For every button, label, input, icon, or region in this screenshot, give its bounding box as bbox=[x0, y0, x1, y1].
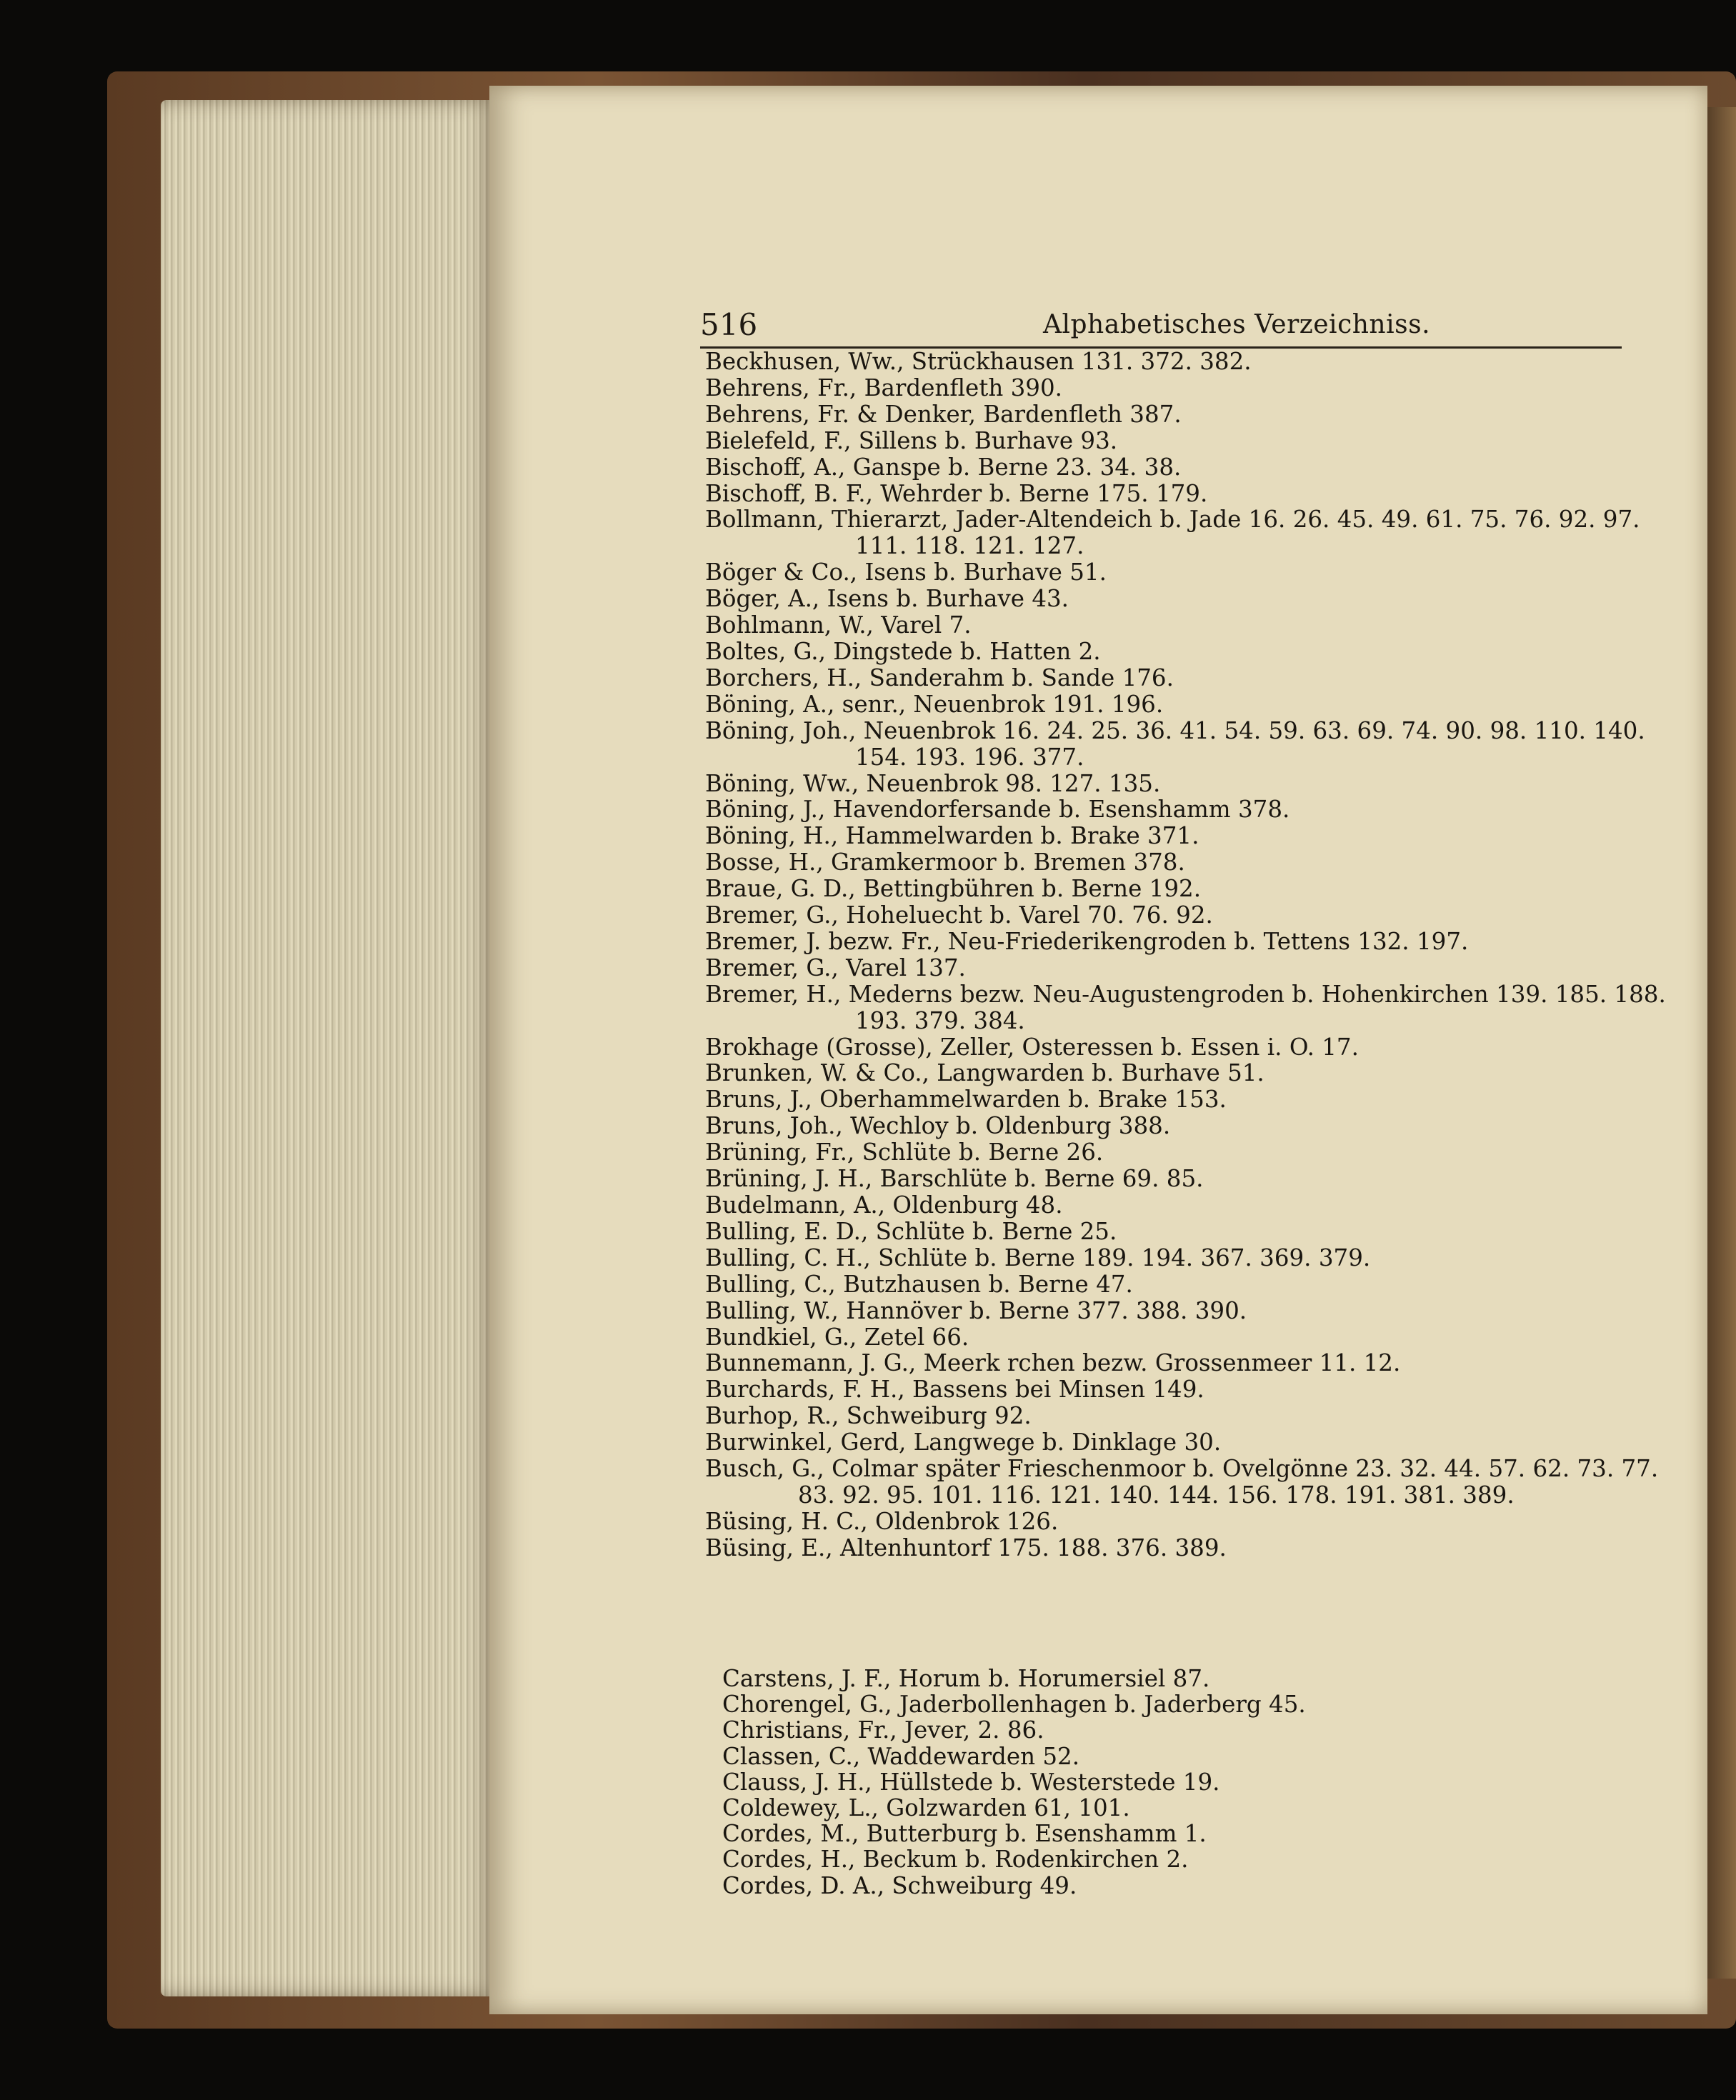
index-entry: Brüning, J. H., Barschlüte b. Berne 69. 85. bbox=[705, 1165, 1204, 1193]
index-entry: Brunken, W. & Co., Langwarden b. Burhave 51. bbox=[705, 1059, 1264, 1087]
index-entry: Cordes, D. A., Schweiburg 49. bbox=[722, 1871, 1077, 1899]
index-entry-continuation: 111. 118. 121. 127. bbox=[855, 532, 1084, 560]
index-entry-continuation: 83. 92. 95. 101. 116. 121. 140. 144. 156. 178. 191. 381. 389. bbox=[798, 1481, 1515, 1509]
index-entry: Burwinkel, Gerd, Langwege b. Dinklage 30. bbox=[705, 1429, 1222, 1456]
index-entry: Busch, G., Colmar später Frieschenmoor b. Ovelgönne 23. 32. 44. 57. 62. 73. 77. bbox=[705, 1455, 1659, 1483]
index-entry: Cordes, M., Butterburg b. Esenshamm 1. bbox=[722, 1820, 1207, 1848]
index-entry: Bosse, H., Gramkermoor b. Bremen 378. bbox=[705, 849, 1185, 876]
index-entry: Boltes, G., Dingstede b. Hatten 2. bbox=[705, 637, 1101, 665]
index-entry: Bremer, H., Mederns bezw. Neu-Augustengroden b. Hohenkirchen 139. 185. 188. bbox=[705, 980, 1666, 1008]
index-entry: Carstens, J. F., Horum b. Horumersiel 87. bbox=[722, 1665, 1210, 1692]
index-entry: Beckhusen, Ww., Strückhausen 131. 372. 382. bbox=[705, 348, 1252, 375]
index-entry: Bulling, W., Hannöver b. Berne 377. 388. 390. bbox=[705, 1296, 1247, 1324]
running-title: Alphabetisches Verzeichniss. bbox=[1043, 310, 1431, 339]
index-entry: Bohlmann, W., Varel 7. bbox=[705, 611, 972, 639]
page-edges bbox=[161, 100, 497, 1996]
index-entry: Bischoff, B. F., Wehrder b. Berne 175. 179. bbox=[705, 479, 1208, 507]
index-entry: Cordes, H., Beckum b. Rodenkirchen 2. bbox=[722, 1846, 1189, 1874]
index-entry: Bulling, C. H., Schlüte b. Berne 189. 194. 367. 369. 379. bbox=[705, 1244, 1371, 1271]
index-entry: Böger & Co., Isens b. Burhave 51. bbox=[705, 559, 1107, 586]
page-number: 516 bbox=[700, 307, 758, 342]
index-entry: Bruns, J., Oberhammelwarden b. Brake 153. bbox=[705, 1086, 1227, 1114]
index-entry: Bremer, J. bezw. Fr., Neu-Friederikengroden b. Tettens 132. 197. bbox=[705, 927, 1469, 955]
index-entry: Behrens, Fr. & Denker, Bardenfleth 387. bbox=[705, 400, 1182, 428]
index-entry: Bremer, G., Hoheluecht b. Varel 70. 76. 92. bbox=[705, 901, 1213, 929]
index-entry: Budelmann, A., Oldenburg 48. bbox=[705, 1191, 1063, 1219]
index-entry: Chorengel, G., Jaderbollenhagen b. Jaderberg 45. bbox=[722, 1691, 1306, 1719]
book-page bbox=[489, 86, 1707, 2014]
page-header bbox=[700, 289, 1622, 349]
index-section-c bbox=[722, 1666, 1680, 1899]
index-entry: Brüning, Fr., Schlüte b. Berne 26. bbox=[705, 1139, 1104, 1166]
index-entry: Bulling, C., Butzhausen b. Berne 47. bbox=[705, 1270, 1133, 1298]
index-entry: Bischoff, A., Ganspe b. Berne 23. 34. 38. bbox=[705, 453, 1182, 481]
index-entry: Christians, Fr., Jever, 2. 86. bbox=[722, 1716, 1044, 1744]
index-entry: Bulling, E. D., Schlüte b. Berne 25. bbox=[705, 1217, 1117, 1245]
index-entry: Böning, J., Havendorfersande b. Esenshamm 378. bbox=[705, 796, 1290, 824]
index-entry: Bundkiel, G., Zetel 66. bbox=[705, 1323, 969, 1351]
index-entry: Böning, Joh., Neuenbrok 16. 24. 25. 36. 41. 54. 59. 63. 69. 74. 90. 98. 110. 140. bbox=[705, 716, 1645, 744]
index-entry: Braue, G. D., Bettingbühren b. Berne 192. bbox=[705, 875, 1202, 903]
index-entry-continuation: 193. 379. 384. bbox=[855, 1006, 1025, 1034]
index-entry: Bollmann, Thierarzt, Jader-Altendeich b. Jade 16. 26. 45. 49. 61. 75. 76. 92. 97. bbox=[705, 506, 1640, 534]
index-entry-continuation: 154. 193. 196. 377. bbox=[855, 743, 1084, 771]
index-entry: Brokhage (Grosse), Zeller, Osteressen b. Essen i. O. 17. bbox=[705, 1033, 1359, 1061]
index-entry: Borchers, H., Sanderahm b. Sande 176. bbox=[705, 664, 1174, 691]
index-entry: Classen, C., Waddewarden 52. bbox=[722, 1742, 1080, 1770]
index-entry: Böning, H., Hammelwarden b. Brake 371. bbox=[705, 822, 1199, 850]
index-entry: Büsing, E., Altenhuntorf 175. 188. 376. 389. bbox=[705, 1534, 1227, 1561]
index-entry: Burchards, F. H., Bassens bei Minsen 149. bbox=[705, 1376, 1204, 1404]
index-entry: Behrens, Fr., Bardenfleth 390. bbox=[705, 374, 1062, 401]
index-entry: Büsing, H. C., Oldenbrok 126. bbox=[705, 1507, 1059, 1535]
index-entry: Clauss, J. H., Hüllstede b. Westerstede 19. bbox=[722, 1768, 1220, 1796]
index-section-b bbox=[705, 348, 1666, 1561]
index-entry: Böning, A., senr., Neuenbrok 191. 196. bbox=[705, 690, 1164, 718]
index-entry: Bremer, G., Varel 137. bbox=[705, 954, 966, 981]
index-entry: Bunnemann, J. G., Meerk rchen bezw. Grossenmeer 11. 12. bbox=[705, 1349, 1401, 1377]
index-entry: Böger, A., Isens b. Burhave 43. bbox=[705, 585, 1069, 613]
index-entry: Bielefeld, F., Sillens b. Burhave 93. bbox=[705, 426, 1118, 454]
index-entry: Burhop, R., Schweiburg 92. bbox=[705, 1402, 1032, 1430]
index-entry: Coldewey, L., Golzwarden 61, 101. bbox=[722, 1794, 1130, 1822]
index-entry: Böning, Ww., Neuenbrok 98. 127. 135. bbox=[705, 769, 1161, 797]
index-entry: Bruns, Joh., Wechloy b. Oldenburg 388. bbox=[705, 1112, 1171, 1140]
